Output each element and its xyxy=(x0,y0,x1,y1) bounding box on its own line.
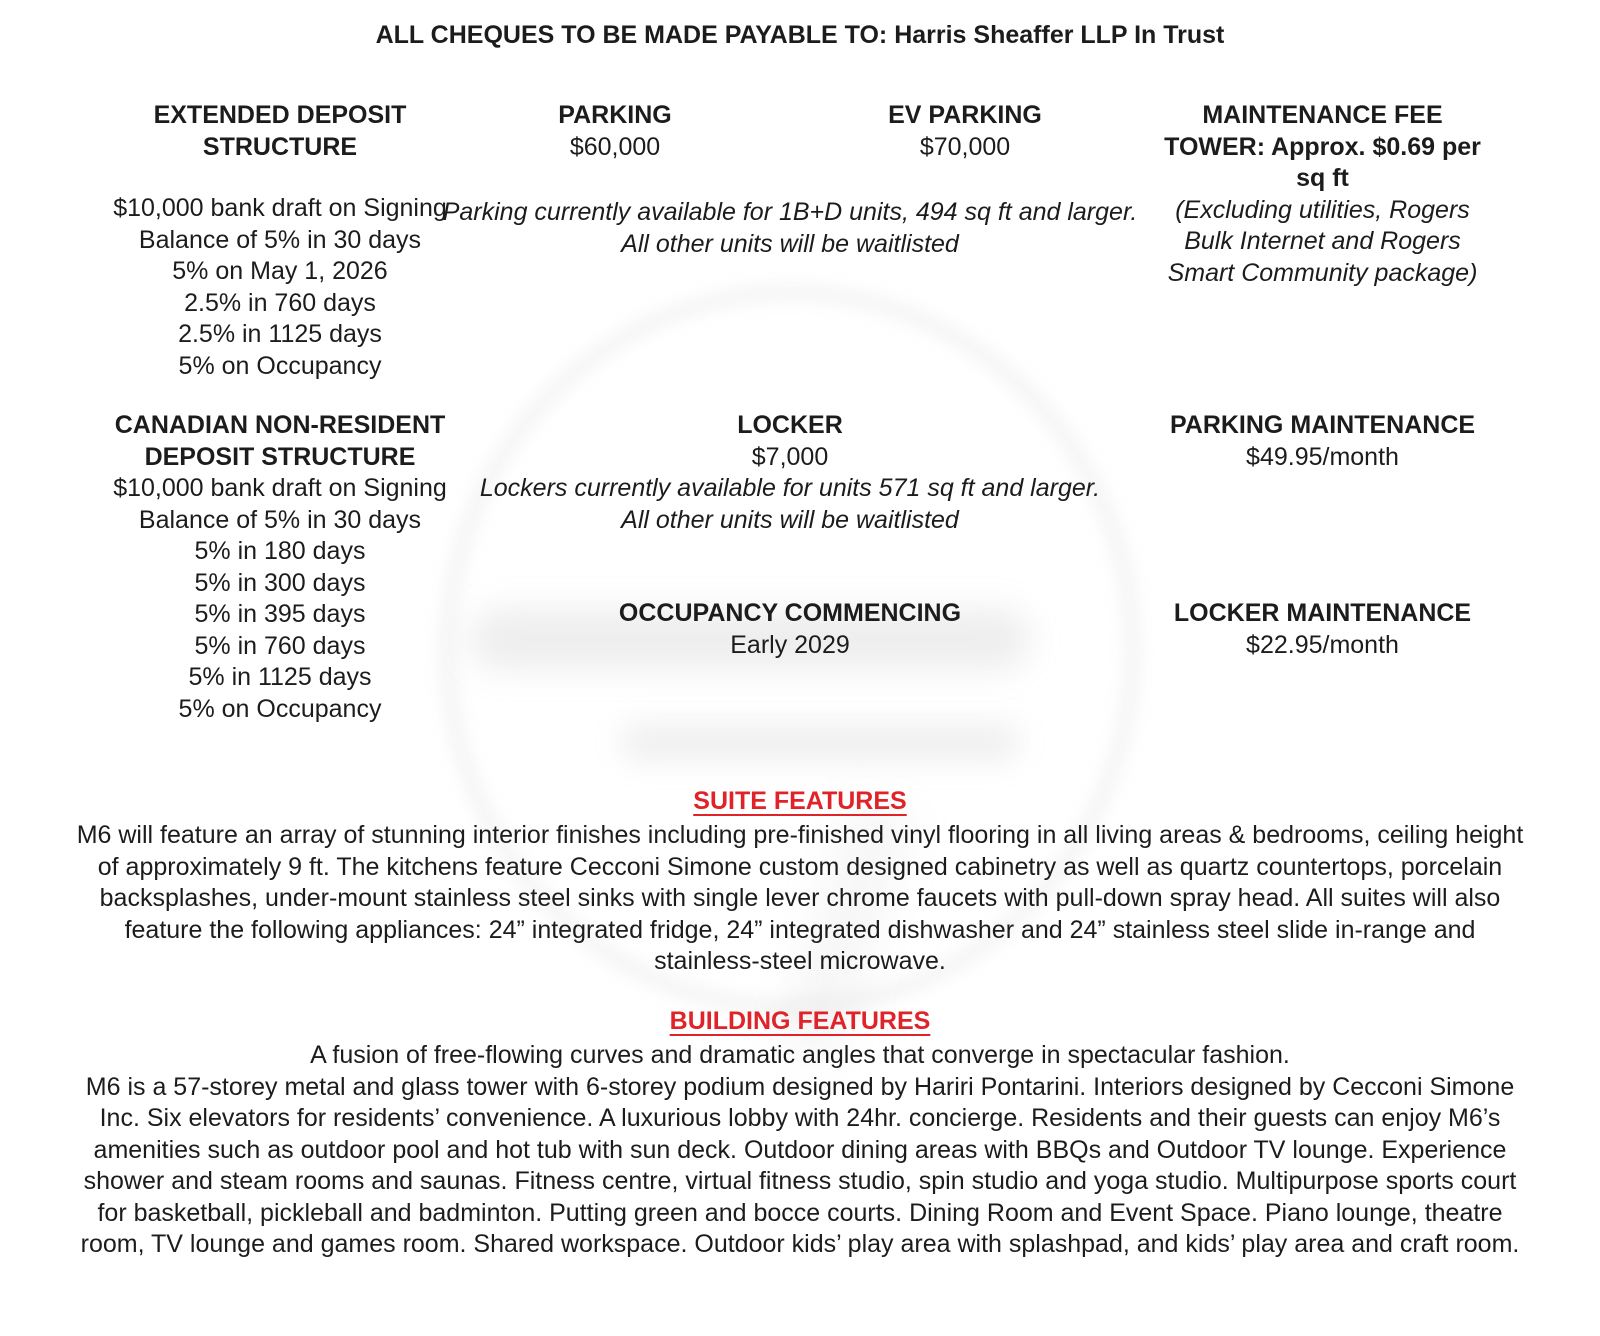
maintenance-fee-section xyxy=(1145,100,1500,289)
parking-maintenance-heading: PARKING MAINTENANCE xyxy=(1169,411,1476,439)
heading-line: EXTENDED DEPOSIT xyxy=(153,101,407,129)
non-resident-deposit-section xyxy=(55,410,505,725)
extended-deposit-items xyxy=(55,193,505,382)
parking-availability-note xyxy=(440,197,1140,260)
note-line: All other units will be waitlisted xyxy=(621,505,959,534)
locker-maintenance-section xyxy=(1145,598,1500,661)
watermark-subtext-blur xyxy=(620,722,1020,762)
parking-heading: PARKING xyxy=(558,101,672,129)
page-title: ALL CHEQUES TO BE MADE PAYABLE TO: Harris Sheaffer LLP In Trust xyxy=(375,21,1225,49)
non-resident-items xyxy=(55,473,505,725)
deposit-item: 5% in 760 days xyxy=(194,631,366,660)
locker-maintenance-heading: LOCKER MAINTENANCE xyxy=(1173,599,1472,627)
deposit-item: 5% in 180 days xyxy=(194,537,366,565)
extended-deposit-heading xyxy=(55,100,505,163)
deposit-item: Balance of 5% in 30 days xyxy=(138,505,422,534)
deposit-item: 5% in 1125 days xyxy=(188,663,372,691)
parking-maintenance-section xyxy=(1145,410,1500,473)
occupancy-section xyxy=(440,598,1140,661)
ev-parking-price: $70,000 xyxy=(919,132,1011,161)
occupancy-value: Early 2029 xyxy=(730,630,850,659)
deposit-item: Balance of 5% in 30 days xyxy=(138,225,422,254)
building-features-intro: A fusion of free-flowing curves and dramatic angles that converge in spectacular fashion. xyxy=(310,1041,1290,1069)
extended-deposit-section xyxy=(55,100,505,382)
note-line: Lockers currently available for units 571 sq ft and larger. xyxy=(479,474,1101,502)
locker-section xyxy=(440,410,1140,536)
deposit-item: 5% on Occupancy xyxy=(178,351,382,380)
note-line: Parking currently available for 1B+D units, 494 sq ft and larger. xyxy=(442,198,1138,226)
heading-line: CANADIAN NON-RESIDENT xyxy=(114,411,446,439)
heading-line: STRUCTURE xyxy=(202,132,358,161)
non-resident-heading xyxy=(55,410,505,473)
deposit-item: 5% in 300 days xyxy=(194,568,366,597)
parking-maintenance-price: $49.95/month xyxy=(1246,442,1399,471)
locker-maintenance-price: $22.95/month xyxy=(1246,630,1399,659)
deposit-item: 2.5% in 1125 days xyxy=(178,320,382,348)
ev-parking-block xyxy=(790,100,1140,163)
suite-features-heading xyxy=(0,786,1600,818)
locker-availability-note xyxy=(440,473,1140,536)
note-line: (Excluding utilities, Rogers xyxy=(1175,195,1470,224)
occupancy-heading: OCCUPANCY COMMENCING xyxy=(618,599,962,627)
heading-line: MAINTENANCE FEE xyxy=(1202,101,1443,129)
building-features-heading xyxy=(0,1006,1600,1038)
parking-columns xyxy=(440,100,1140,163)
heading-line: DEPOSIT STRUCTURE xyxy=(144,442,416,471)
parking-block xyxy=(440,100,790,163)
deposit-item: $10,000 bank draft on Signing xyxy=(113,194,447,222)
note-line: Smart Community package) xyxy=(1167,258,1478,287)
locker-heading: LOCKER xyxy=(737,411,843,439)
deposit-item: 5% on Occupancy xyxy=(178,694,382,723)
note-line: Bulk Internet and Rogers xyxy=(1184,227,1461,255)
maintenance-fee-note xyxy=(1145,195,1500,290)
building-features-body xyxy=(70,1040,1530,1261)
heading-line: sq ft xyxy=(1296,164,1349,192)
building-features-text: M6 is a 57-storey metal and glass tower with 6-storey podium designed by Hariri Pontarini. Interiors designed by Cecconi Simone Inc. Six elevators for residents’ convenience. A luxurious lobby with 24hr. concierge. Residents and their guests can enjoy M6’s amenities such as outdoor pool and hot tub with sun deck. Outdoor dining areas with BBQs and Outdoor TV lounge. Experience shower and steam rooms and saunas. Fitness centre, virtual fitness studio, spin studio and yoga studio. Multipurpose sports court for basketball, pickleball and badminton. Putting green and bocce courts. Dining Room and Event Space. Piano lounge, theatre room, TV lounge and games room. Shared workspace. Outdoor kids’ play area with splashpad, and kids’ play area and craft room. xyxy=(80,1072,1520,1258)
note-line: All other units will be waitlisted xyxy=(621,229,959,258)
ev-parking-heading: EV PARKING xyxy=(888,101,1042,129)
deposit-item: 2.5% in 760 days xyxy=(184,288,376,317)
suite-features-title: SUITE FEATURES xyxy=(693,787,907,815)
parking-section xyxy=(440,100,1140,260)
building-features-title: BUILDING FEATURES xyxy=(669,1007,931,1035)
suite-features-body: M6 will feature an array of stunning interior finishes including pre-finished vinyl flooring in all living areas & bedrooms, ceiling height of approximately 9 ft. The kitchens feature Cecconi Simone custom designed cabinetry as well as quartz countertops, porcelain backsplashes, under-mount stainless steel sinks with single lever chrome faucets with pull-down spray head. All suites will also feature the following appliances: 24” integrated fridge, 24” integrated dishwasher and 24” stainless steel slide in-range and stainless-steel microwave. xyxy=(76,821,1524,975)
deposit-item: $10,000 bank draft on Signing xyxy=(113,474,447,502)
parking-price: $60,000 xyxy=(569,132,661,161)
deposit-item: 5% on May 1, 2026 xyxy=(172,257,388,285)
maintenance-fee-heading xyxy=(1145,100,1500,195)
locker-price: $7,000 xyxy=(751,442,829,471)
deposit-item: 5% in 395 days xyxy=(194,600,366,628)
heading-line: TOWER: Approx. $0.69 per xyxy=(1164,132,1481,161)
